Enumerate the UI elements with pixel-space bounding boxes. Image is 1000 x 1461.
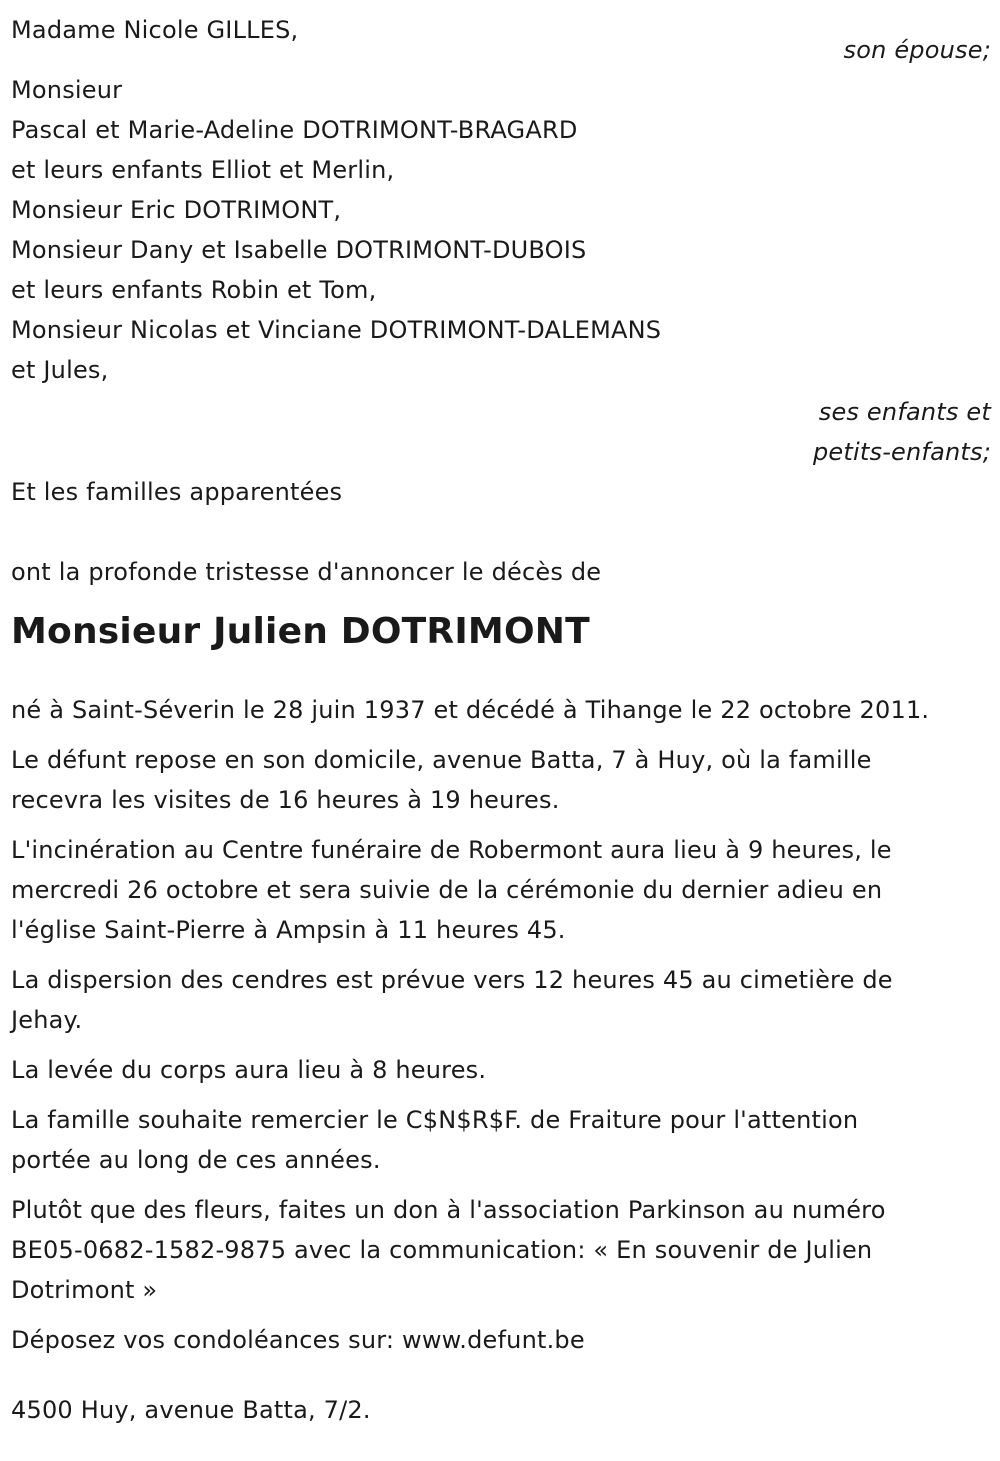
paragraph-line: mercredi 26 octobre et sera suivie de la cérémonie du dernier adieu en xyxy=(11,876,883,904)
children-line: et leurs enfants Robin et Tom, xyxy=(11,276,377,304)
address: 4500 Huy, avenue Batta, 7/2. xyxy=(11,1396,371,1424)
spouse-relation: son épouse; xyxy=(843,36,991,64)
paragraph-cremation xyxy=(11,830,991,950)
children-line: Monsieur Dany et Isabelle DOTRIMONT-DUBOIS xyxy=(11,236,587,264)
deceased-name: Monsieur Julien DOTRIMONT xyxy=(11,611,590,652)
paragraph-line: La famille souhaite remercier le C$N$R$F. de Fraiture pour l'attention xyxy=(11,1106,859,1134)
paragraph-body-removal xyxy=(11,1050,991,1090)
details xyxy=(11,690,991,1360)
families-text: Et les familles apparentées xyxy=(11,478,343,506)
children-list xyxy=(11,70,991,390)
children-line: Pascal et Marie-Adeline DOTRIMONT-BRAGARD xyxy=(11,116,578,144)
paragraph-line: né à Saint-Séverin le 28 juin 1937 et décédé à Tihange le 22 octobre 2011. xyxy=(11,696,930,724)
paragraph-birth-death xyxy=(11,690,991,730)
paragraph-line: L'incinération au Centre funéraire de Robermont aura lieu à 9 heures, le xyxy=(11,836,892,864)
paragraph-line: Déposez vos condoléances sur: www.defunt.be xyxy=(11,1326,585,1354)
paragraph-line: Plutôt que des fleurs, faites un don à l'association Parkinson au numéro xyxy=(11,1196,886,1224)
children-line: et Jules, xyxy=(11,356,109,384)
children-line: Monsieur Eric DOTRIMONT, xyxy=(11,196,342,224)
paragraph-line: Jehay. xyxy=(11,1006,83,1034)
paragraph-line: La dispersion des cendres est prévue vers 12 heures 45 au cimetière de xyxy=(11,966,893,994)
death-notice xyxy=(11,10,991,1430)
paragraph-ashes xyxy=(11,960,991,1040)
children-line: et leurs enfants Elliot et Merlin, xyxy=(11,156,395,184)
paragraph-condolences xyxy=(11,1320,991,1360)
children-relation-1: ses enfants et xyxy=(818,398,991,426)
children-relation-2: petits-enfants; xyxy=(813,438,991,466)
paragraph-line: Le défunt repose en son domicile, avenue Batta, 7 à Huy, où la famille xyxy=(11,746,872,774)
paragraph-line: BE05-0682-1582-9875 avec la communication: « En souvenir de Julien xyxy=(11,1236,873,1264)
paragraph-line: La levée du corps aura lieu à 8 heures. xyxy=(11,1056,487,1084)
spouse-name: Madame Nicole GILLES, xyxy=(11,16,299,44)
paragraph-line: l'église Saint-Pierre à Ampsin à 11 heures 45. xyxy=(11,916,566,944)
paragraph-line: recevra les visites de 16 heures à 19 heures. xyxy=(11,786,560,814)
paragraph-line: Dotrimont » xyxy=(11,1276,158,1304)
children-line: Monsieur Nicolas et Vinciane DOTRIMONT-DALEMANS xyxy=(11,316,662,344)
paragraph-donation xyxy=(11,1190,991,1310)
paragraph-thanks xyxy=(11,1100,991,1180)
announcement-text: ont la profonde tristesse d'annoncer le décès de xyxy=(11,558,602,586)
paragraph-line: portée au long de ces années. xyxy=(11,1146,381,1174)
children-line: Monsieur xyxy=(11,76,123,104)
paragraph-visitation xyxy=(11,740,991,820)
